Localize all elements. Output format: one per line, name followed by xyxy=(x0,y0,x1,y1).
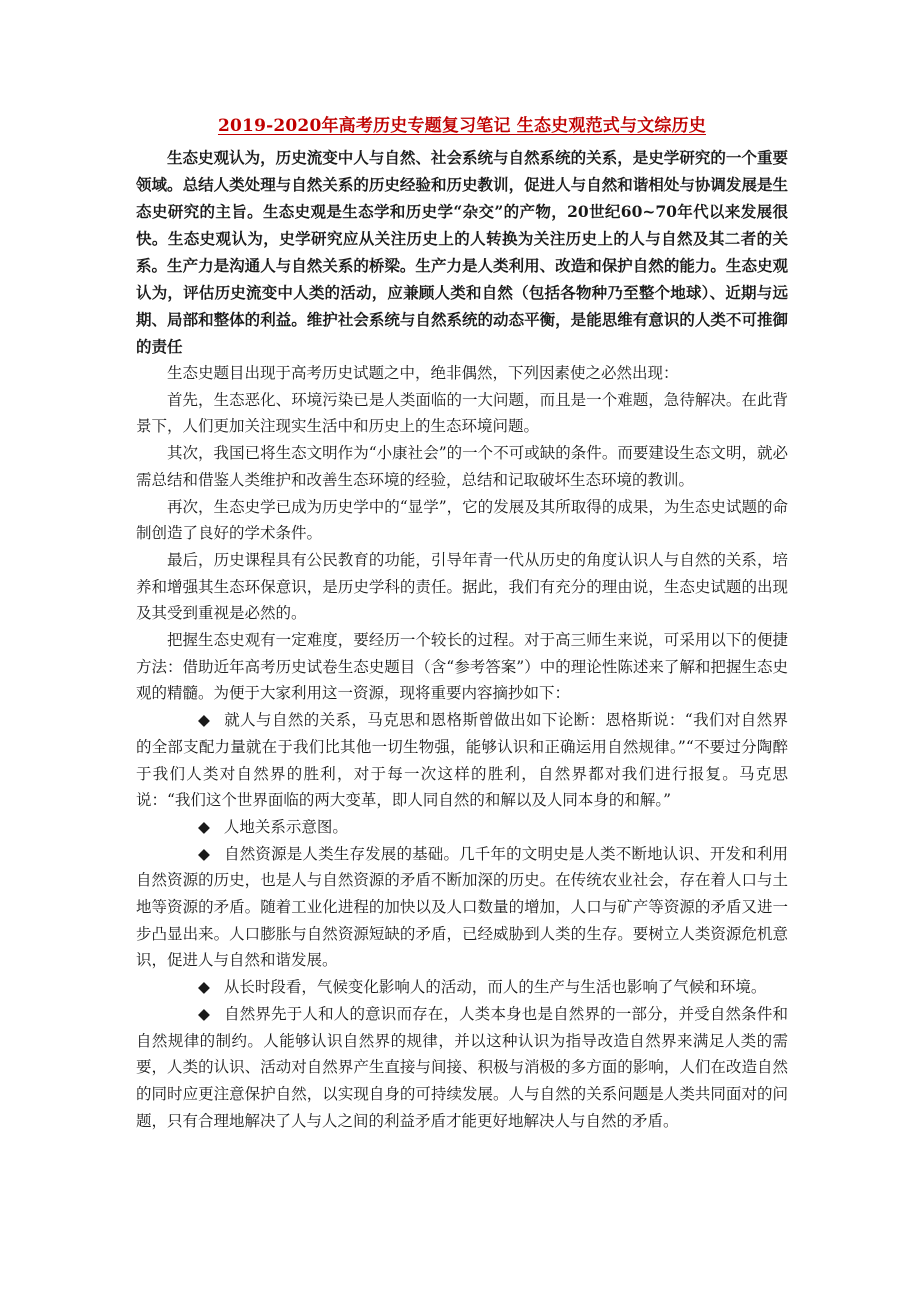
diamond-bullet-icon: ◆ xyxy=(198,1004,210,1023)
body-paragraph: 其次，我国已将生态文明作为“小康社会”的一个不可或缺的条件。而要建设生态文明，就必需总结和借鉴人类维护和改善生态环境的经验，总结和记取破坏生态环境的教训。 xyxy=(136,444,788,489)
body-paragraph: 把握生态史观有一定难度，要经历一个较长的过程。对于高三师生来说，可采用以下的便捷方法：借助近年高考历史试卷生态史题目（含“参考答案”）中的理论性陈述来了解和把握生态史观的精髓。为便于大家利用这一资源，现将重要内容摘抄如下： xyxy=(136,631,788,703)
bullet-item xyxy=(136,1001,788,1135)
diamond-bullet-icon: ◆ xyxy=(198,711,210,730)
body-paragraph: 生态史题目出现于高考历史试题之中，绝非偶然，下列因素使之必然出现： xyxy=(167,364,679,382)
body-paragraph: 再次，生态史学已成为历史学中的“显学”，它的发展及其所取得的成果，为生态史试题的命制创造了良好的学术条件。 xyxy=(136,497,788,543)
diamond-bullet-icon: ◆ xyxy=(198,844,210,863)
bullet-item xyxy=(136,974,788,1001)
bullet-text: 自然资源是人类生存发展的基础。几千年的文明史是人类不断地认识、开发和利用自然资源的历史，也是人与自然资源的矛盾不断加深的历史。在传统农业社会，存在着人口与土地等资源的矛盾。随着工业化进程的加快以及人口数量的增加，人口与矿产等资源的矛盾又进一步凸显出来。人口膨胀与自然资源短缺的矛盾，已经威胁到人类的生存。要树立人类资源危机意识，促进人与自然和谐发展。 xyxy=(136,844,788,970)
bullet-item xyxy=(136,814,788,841)
bullet-item xyxy=(136,707,788,814)
bullet-text: 人地关系示意图。 xyxy=(223,817,348,836)
intro-paragraph: 生态史观认为，历史流变中人与自然、社会系统与自然系统的关系，是史学研究的一个重要领域。总结人类处理与自然关系的历史经验和历史教训，促进人与自然和谐相处与协调发展是生态史研究的主旨。生态史观是生态学和历史学“杂交”的产物，20世纪60~70年代以来发展很快。生态史观认为，史学研究应从关注历史上的人转换为关注历史上的人与自然及其二者的关系。生产力是沟通人与自然关系的桥梁。生产力是人类利用、改造和保护自然的能力。生态史观认为，评估历史流变中人类的活动，应兼顾人类和自然（包括各物种乃至整个地球）、近期与远期、局部和整体的利益。维护社会系统与自然系统的动态平衡，是能思维有意识的人类不可推御的责任 xyxy=(136,148,788,356)
bullet-item xyxy=(136,841,788,975)
body-paragraph: 首先，生态恶化、环境污染已是人类面临的一大问题，而且是一个难题，急待解决。在此背景下，人们更加关注现实生活中和历史上的生态环境问题。 xyxy=(136,390,788,436)
document-title: 2019-2020年高考历史专题复习笔记 生态史观范式与文综历史 xyxy=(217,116,706,136)
bullet-text: 自然界先于人和人的意识而存在，人类本身也是自然界的一部分，并受自然条件和自然规律的制约。人能够认识自然界的规律，并以这种认识为指导改造自然界来满足人类的需要，人类的认识、活动对自然界产生直接与间接、积极与消极的多方面的影响，人们在改造自然的同时应更注意保护自然，以实现自身的可持续发展。人与自然的关系问题是人类共同面对的问题，只有合理地解决了人与人之间的利益矛盾才能更好地解决人与自然的矛盾。 xyxy=(136,1004,788,1130)
bullet-text: 就人与自然的关系，马克思和恩格斯曾做出如下论断：恩格斯说：“我们对自然界的全部支配力量就在于我们比其他一切生物强，能够认识和正确运用自然规律。”“不要过分陶醉于我们人类对自然界的胜利，对于每一次这样的胜利，自然界都对我们进行报复。马克思说：“我们这个世界面临的两大变革，即人同自然的和解以及人同本身的和解。” xyxy=(136,711,788,810)
bullet-text: 从长时段看，气候变化影响人的活动，而人的生产与生活也影响了气候和环境。 xyxy=(223,978,767,997)
diamond-bullet-icon: ◆ xyxy=(198,817,210,836)
diamond-bullet-icon: ◆ xyxy=(198,978,210,997)
body-paragraph: 最后，历史课程具有公民教育的功能，引导年青一代从历史的角度认识人与自然的关系，培养和增强其生态环保意识，是历史学科的责任。据此，我们有充分的理由说，生态史试题的出现及其受到重视是必然的。 xyxy=(136,550,788,623)
